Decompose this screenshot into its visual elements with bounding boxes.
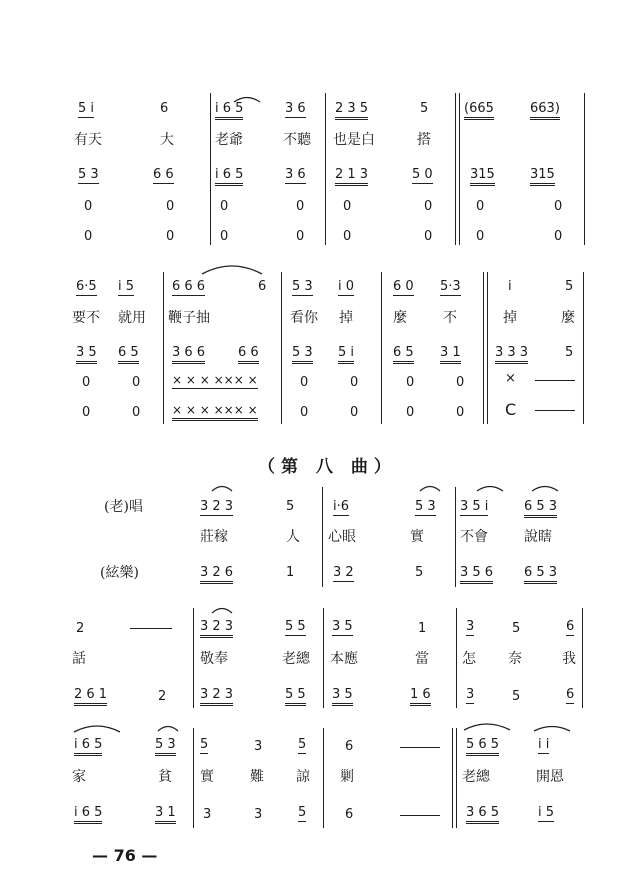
slur	[532, 722, 572, 732]
note: 6 6	[153, 167, 174, 182]
slur	[72, 722, 122, 734]
note: 5 i	[338, 346, 354, 364]
barline	[193, 728, 194, 828]
note: 6 5	[118, 346, 139, 364]
note: 1	[418, 621, 427, 636]
note: 3 2 3	[200, 688, 233, 706]
slur	[210, 604, 234, 614]
page-number: — 76 —	[92, 846, 158, 865]
lyric: 要不	[72, 310, 100, 326]
section-title: （第 八 曲）	[258, 457, 397, 477]
note: 5	[420, 101, 429, 116]
rest: 0	[296, 199, 305, 214]
part-label: (絃樂)	[100, 565, 139, 581]
rest: 0	[554, 229, 563, 244]
note: 5	[512, 689, 521, 704]
lyric: 麼	[393, 310, 407, 326]
rest: 0	[82, 375, 91, 390]
rest: 0	[350, 375, 359, 390]
note: 315	[470, 168, 495, 186]
lyric: 開恩	[536, 769, 564, 785]
lyric: 老總	[282, 651, 310, 667]
lyric: 怎	[462, 651, 476, 667]
note: 5	[286, 499, 295, 514]
lyric: 本應	[330, 651, 358, 667]
lyric: 不聽	[283, 132, 311, 148]
note: 3	[254, 739, 263, 754]
note: 3 6	[285, 101, 306, 116]
note: 6 5	[393, 346, 414, 364]
slur	[462, 720, 512, 732]
note: 2 3 5	[335, 102, 368, 120]
note: 5	[200, 737, 209, 752]
lyric: 敬奉	[200, 651, 228, 667]
rest: 0	[84, 199, 93, 214]
note: 6	[566, 619, 575, 634]
lyric: 實	[200, 769, 214, 785]
percussion: × × × ××× ×	[172, 373, 258, 387]
barline	[281, 272, 282, 424]
note: 3 3 3	[495, 346, 528, 364]
barline	[456, 608, 457, 708]
rest: 0	[476, 199, 485, 214]
lyric: 我	[562, 651, 576, 667]
note: 5 5	[285, 688, 306, 706]
note: 5 i	[78, 101, 95, 116]
barline	[163, 272, 164, 424]
lyric: 心眼	[328, 529, 356, 545]
lyric: 老總	[462, 769, 490, 785]
rest: 0	[166, 199, 175, 214]
barline	[193, 608, 194, 708]
dash	[400, 815, 440, 816]
rest: 0	[82, 405, 91, 420]
rest: 0	[166, 229, 175, 244]
note: 3	[466, 687, 475, 702]
rest: 0	[343, 229, 352, 244]
lyric: 不會	[460, 529, 488, 545]
note: 3 1	[440, 346, 461, 364]
note: 3 2 6	[200, 566, 233, 584]
note: 5 3	[155, 738, 176, 756]
note: 1 6	[410, 688, 431, 706]
note: 6	[345, 739, 354, 754]
rest: 0	[132, 405, 141, 420]
part-label: (老)唱	[104, 499, 143, 515]
slur	[475, 482, 505, 492]
lyric: 貧	[158, 769, 172, 785]
note: 5·3	[440, 279, 461, 294]
note: 1	[286, 565, 295, 580]
note: i 6 5	[74, 806, 102, 824]
rest: 0	[424, 199, 433, 214]
barline	[582, 608, 583, 708]
rest: 0	[456, 405, 465, 420]
note: 3 1	[155, 806, 176, 824]
note: 3 6 5	[466, 806, 499, 824]
note: i 6 5	[215, 168, 243, 186]
note: i 6 5	[215, 102, 243, 120]
note: i·6	[333, 499, 350, 514]
rest: 0	[300, 405, 309, 420]
dash	[535, 380, 575, 381]
lyric: 掉	[339, 310, 353, 326]
lyric: 搭	[417, 132, 431, 148]
note: 5 5	[285, 619, 306, 634]
lyric: 有天	[74, 132, 102, 148]
note: i	[508, 279, 512, 294]
note: 5 3	[292, 346, 313, 364]
percussion: × × × ××× ×	[172, 404, 258, 421]
slur	[156, 722, 180, 732]
lyric: 說瞎	[524, 529, 552, 545]
lyric: 老爺	[215, 132, 243, 148]
note: 3 6	[285, 167, 306, 182]
lyric: 麼	[561, 310, 575, 326]
note: 5	[512, 621, 521, 636]
lyric: 看你	[290, 310, 318, 326]
lyric: 家	[72, 769, 86, 785]
note: 5	[565, 345, 574, 360]
note: 3 2 3	[200, 620, 233, 638]
lyric: 也是白	[333, 132, 375, 148]
rest: 0	[84, 229, 93, 244]
lyric: 大	[160, 132, 174, 148]
note: 6·5	[76, 279, 97, 294]
note: 5	[298, 805, 307, 820]
note: (665	[464, 102, 494, 120]
note: 2	[76, 621, 85, 636]
note: 2 6 1	[74, 688, 107, 706]
note: 3 6 6	[172, 346, 205, 364]
rest: 0	[554, 199, 563, 214]
rest: 0	[350, 405, 359, 420]
barline	[210, 93, 211, 245]
rest: 0	[343, 199, 352, 214]
note: 6 6 6	[172, 279, 206, 294]
barline	[452, 728, 453, 828]
barline	[459, 93, 460, 245]
note: 3 5 6	[460, 566, 493, 584]
lyric: 奈	[508, 651, 522, 667]
note: 6	[345, 807, 354, 822]
note: 3 5	[332, 688, 353, 706]
rest: 0	[132, 375, 141, 390]
lyric: 人	[286, 529, 300, 545]
lyric: 難	[250, 769, 264, 785]
barline	[487, 272, 488, 424]
note: 5 0	[412, 167, 433, 182]
note: 5 3	[292, 279, 313, 294]
note: 6	[566, 687, 575, 702]
note: 6 0	[393, 279, 414, 294]
barline	[323, 608, 324, 708]
barline	[323, 728, 324, 828]
note: 5	[565, 279, 574, 294]
note: 5 6 5	[466, 738, 499, 756]
barline	[584, 93, 585, 245]
note: 315	[530, 168, 555, 186]
barline	[456, 728, 457, 828]
lyric: 就用	[118, 310, 146, 326]
note: 5	[298, 737, 307, 752]
percussion: ×	[505, 371, 516, 386]
note: 6	[160, 101, 169, 116]
barline	[483, 272, 484, 424]
note: 5 3	[415, 499, 436, 514]
note: 3	[203, 807, 212, 822]
note: 3 2	[333, 565, 354, 580]
lyric: 鞭子抽	[168, 310, 210, 326]
dash	[400, 747, 440, 748]
rest: 0	[406, 375, 415, 390]
slur	[200, 262, 264, 276]
note: 5 3	[78, 167, 99, 182]
rest: 0	[296, 229, 305, 244]
slur	[418, 482, 442, 492]
rest: 0	[424, 229, 433, 244]
barline	[455, 93, 456, 245]
note: 663)	[530, 102, 560, 120]
lyric: 剿	[340, 769, 354, 785]
slur	[210, 482, 234, 492]
lyric: 當	[415, 651, 429, 667]
note: 2	[158, 689, 167, 704]
note: 3	[466, 619, 475, 634]
note: i 6 5	[74, 738, 102, 756]
note: 2 1 3	[335, 168, 368, 186]
rest: 0	[456, 375, 465, 390]
note: i i	[538, 737, 550, 752]
lyric: 掉	[503, 310, 517, 326]
lyric: 諒	[296, 769, 310, 785]
note: 3 2 3	[200, 499, 234, 514]
rest: 0	[406, 405, 415, 420]
lyric: 不	[443, 310, 457, 326]
note: 6 5 3	[524, 500, 557, 518]
barline	[381, 272, 382, 424]
percussion: C	[505, 400, 517, 419]
rest: 0	[220, 229, 229, 244]
rest: 0	[300, 375, 309, 390]
rest: 0	[220, 199, 229, 214]
note: 6	[258, 279, 267, 294]
note: 6 5 3	[524, 566, 557, 584]
lyric: 莊稼	[200, 529, 228, 545]
dash	[130, 628, 172, 629]
note: i 0	[338, 279, 355, 294]
note: 3 5	[76, 346, 97, 364]
lyric: 話	[72, 651, 86, 667]
note: i 5	[538, 805, 555, 820]
rest: 0	[476, 229, 485, 244]
note: 3 5	[332, 619, 353, 634]
note: 5	[415, 565, 424, 580]
note: 3	[254, 807, 263, 822]
note: 3 5 i	[460, 499, 489, 514]
lyric: 實	[410, 529, 424, 545]
slur	[530, 482, 560, 492]
dash	[535, 410, 575, 411]
barline	[325, 93, 326, 245]
note: 6 6	[238, 346, 259, 364]
barline	[455, 487, 456, 587]
barline	[583, 272, 584, 424]
barline	[322, 487, 323, 587]
note: i 5	[118, 279, 135, 294]
